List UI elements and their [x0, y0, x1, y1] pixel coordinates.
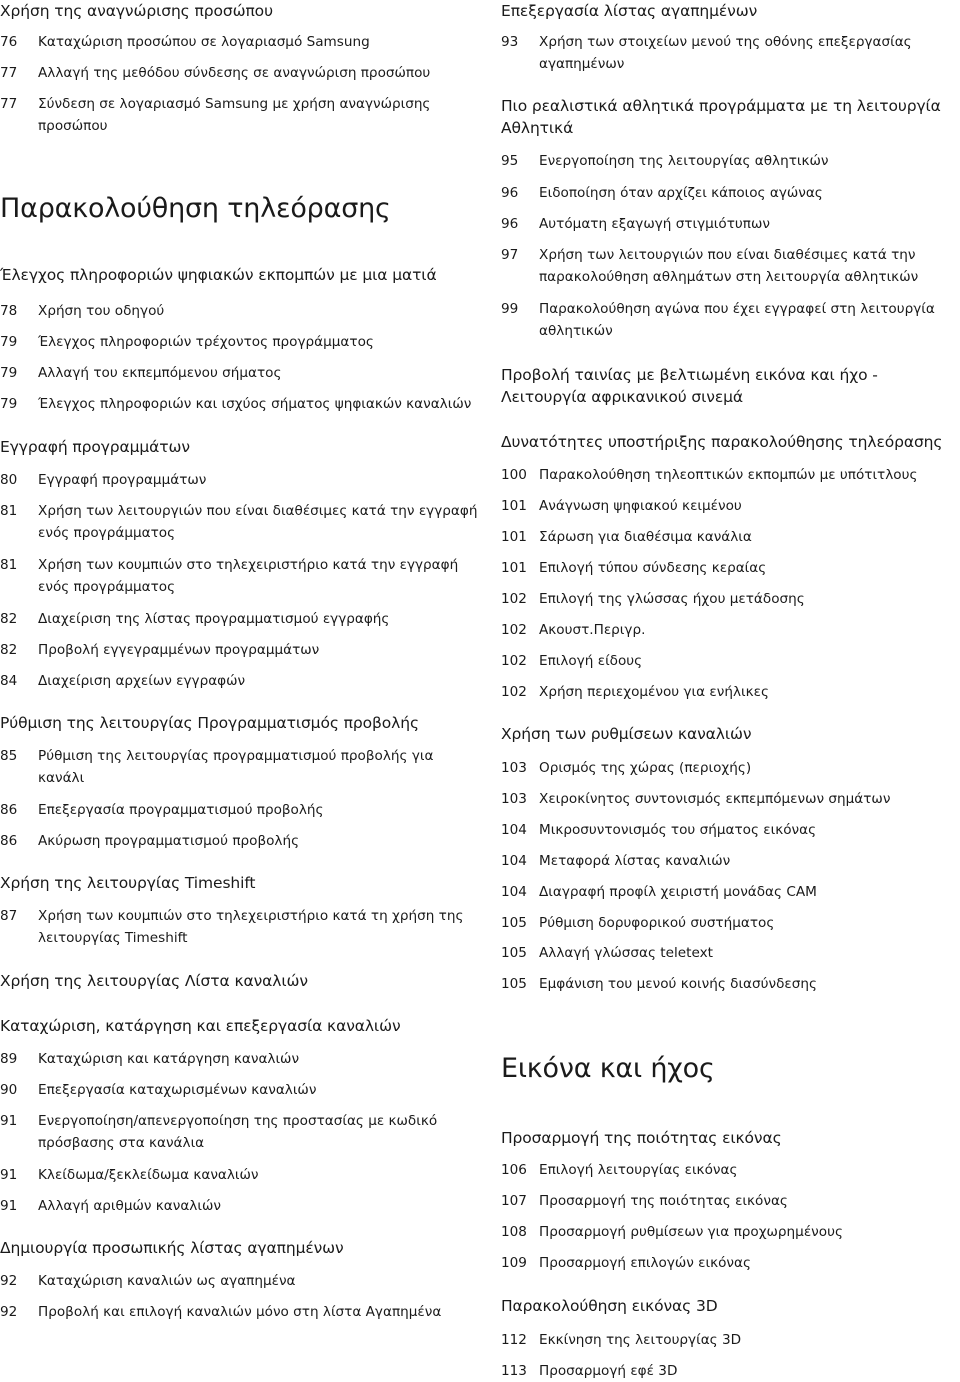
toc-entry [0, 745, 478, 789]
toc-entry-page-number: 86 [0, 802, 18, 818]
toc-entry-title: Προσαρμογή επιλογών εικόνας [539, 1255, 751, 1271]
toc-entry-page-number: 102 [501, 591, 527, 607]
section-heading: Χρήση της λειτουργίας Timeshift [0, 874, 256, 892]
toc-entry-page-number: 108 [501, 1224, 527, 1240]
toc-entry [501, 819, 960, 841]
toc-entry-title: Σάρωση για διαθέσιμα κανάλια [539, 529, 752, 545]
toc-entry [0, 1301, 478, 1323]
toc-entry [0, 500, 478, 544]
toc-entry-title: Επιλογή της γλώσσας ήχου μετάδοσης [539, 591, 805, 607]
toc-entry-title: Προσαρμογή της ποιότητας εικόνας [539, 1193, 788, 1209]
toc-entry [0, 799, 478, 821]
toc-entry-page-number: 92 [0, 1273, 18, 1289]
toc-entry [501, 298, 960, 342]
toc-entry-page-number: 79 [0, 334, 18, 350]
toc-entry-page-number: 97 [501, 247, 519, 263]
toc-entry [501, 681, 960, 703]
section-heading: Ρύθμιση της λειτουργίας Προγραμματισμός προβολής [0, 714, 419, 732]
section-heading: Πιο ρεαλιστικά αθλητικά προγράμματα με τη λειτουργία Αθλητικά [501, 97, 941, 137]
toc-entry-title: Επεξεργασία καταχωρισμένων καναλιών [38, 1082, 317, 1098]
toc-entry [501, 495, 960, 517]
toc-entry-title: Ακουστ.Περιγρ. [539, 622, 646, 638]
toc-entry-page-number: 104 [501, 884, 527, 900]
toc-entry-title: Αυτόματη εξαγωγή στιγμιότυπων [539, 216, 770, 232]
toc-entry-page-number: 103 [501, 760, 527, 776]
toc-entry-title: Εμφάνιση του μενού κοινής διασύνδεσης [539, 976, 817, 992]
toc-entry-page-number: 81 [0, 557, 18, 573]
section-heading: Προσαρμογή της ποιότητας εικόνας [501, 1129, 782, 1147]
toc-entry [0, 31, 478, 53]
toc-entry-title: Ενεργοποίηση της λειτουργίας αθλητικών [539, 153, 829, 169]
toc-entry [501, 1329, 960, 1351]
toc-entry-title: Χρήση των λειτουργιών που είναι διαθέσιμες κατά την εγγραφή ενός προγράμματος [38, 503, 478, 541]
toc-entry [0, 393, 478, 415]
toc-entry-title: Προσαρμογή ρυθμίσεων για προχωρημένους [539, 1224, 843, 1240]
toc-entry-title: Ρύθμιση δορυφορικού συστήματος [539, 915, 775, 931]
toc-entry [501, 973, 960, 995]
toc-entry-page-number: 90 [0, 1082, 18, 1098]
toc-entry-title: Χειροκίνητος συντονισμός εκπεμπόμενων σημάτων [539, 791, 891, 807]
section-heading: Δυνατότητες υποστήριξης παρακολούθησης τηλεόρασης [501, 433, 943, 451]
toc-entry [0, 469, 478, 491]
toc-entry-title: Διαχείριση της λίστας προγραμματισμού εγγραφής [38, 611, 390, 627]
toc-entry [501, 619, 960, 641]
toc-entry-page-number: 104 [501, 853, 527, 869]
toc-entry [501, 1252, 960, 1274]
section-heading: Δημιουργία προσωπικής λίστας αγαπημένων [0, 1239, 344, 1257]
section-heading: Προβολή ταινίας με βελτιωμένη εικόνα και ήχο - Λειτουργία αφρικανικού σινεμά [501, 366, 878, 406]
toc-entry-title: Χρήση των κουμπιών στο τηλεχειριστήριο κατά τη χρήση της λειτουργίας Timeshift [38, 908, 464, 946]
toc-entry [501, 464, 960, 486]
toc-entry-page-number: 99 [501, 301, 519, 317]
toc-entry-title: Καταχώριση προσώπου σε λογαριασμό Samsung [38, 34, 370, 50]
toc-entry-title: Μεταφορά λίστας καναλιών [539, 853, 731, 869]
toc-entry-page-number: 106 [501, 1162, 527, 1178]
toc-entry-page-number: 102 [501, 684, 527, 700]
section-heading: Εγγραφή προγραμμάτων [0, 438, 190, 456]
section-heading: Χρήση της αναγνώρισης προσώπου [0, 2, 273, 20]
toc-entry [501, 31, 960, 75]
toc-entry-page-number: 103 [501, 791, 527, 807]
toc-entry [0, 1110, 478, 1154]
section-heading: Χρήση των ρυθμίσεων καναλιών [501, 725, 752, 743]
toc-entry-page-number: 77 [0, 96, 18, 112]
chapter-heading: Εικόνα και ήχος [501, 1053, 715, 1084]
toc-entry-page-number: 93 [501, 34, 519, 50]
toc-entry-page-number: 79 [0, 365, 18, 381]
toc-entry [501, 850, 960, 872]
toc-entry [501, 588, 960, 610]
section-heading: Έλεγχος πληροφοριών ψηφιακών εκπομπών με μια ματιά [0, 266, 437, 284]
toc-entry-title: Έλεγχος πληροφοριών τρέχοντος προγράμματος [38, 334, 374, 350]
toc-entry [501, 213, 960, 235]
toc-entry-page-number: 91 [0, 1167, 18, 1183]
toc-entry-page-number: 84 [0, 673, 18, 689]
toc-entry-page-number: 102 [501, 622, 527, 638]
toc-entry-page-number: 105 [501, 976, 527, 992]
toc-entry [0, 1048, 478, 1070]
toc-entry-title: Ειδοποίηση όταν αρχίζει κάποιος αγώνας [539, 185, 823, 201]
toc-entry [501, 788, 960, 810]
toc-entry-page-number: 82 [0, 611, 18, 627]
toc-entry-page-number: 92 [0, 1304, 18, 1320]
toc-entry [0, 554, 478, 598]
toc-entry-page-number: 91 [0, 1198, 18, 1214]
toc-entry [0, 670, 478, 692]
toc-entry-page-number: 96 [501, 216, 519, 232]
toc-entry-page-number: 96 [501, 185, 519, 201]
toc-entry-title: Επιλογή λειτουργίας εικόνας [539, 1162, 738, 1178]
toc-entry-page-number: 91 [0, 1113, 18, 1129]
toc-entry-page-number: 89 [0, 1051, 18, 1067]
toc-entry-title: Επιλογή είδους [539, 653, 643, 669]
toc-entry-title: Κλείδωμα/ξεκλείδωμα καναλιών [38, 1167, 259, 1183]
toc-entry-title: Ενεργοποίηση/απενεργοποίηση της προστασίας με κωδικό πρόσβασης στα κανάλια [38, 1113, 438, 1151]
toc-entry-title: Ακύρωση προγραμματισμού προβολής [38, 833, 300, 849]
toc-entry [0, 639, 478, 661]
toc-entry [0, 331, 478, 353]
section-heading: Χρήση της λειτουργίας Λίστα καναλιών [0, 972, 308, 990]
toc-entry-title: Αλλαγή της μεθόδου σύνδεσης σε αναγνώριση προσώπου [38, 65, 431, 81]
toc-entry [501, 1221, 960, 1243]
toc-entry [501, 912, 960, 934]
toc-entry-title: Διαχείριση αρχείων εγγραφών [38, 673, 246, 689]
toc-entry-title: Ανάγνωση ψηφιακού κειμένου [539, 498, 742, 514]
toc-entry-page-number: 78 [0, 303, 18, 319]
section-heading: Καταχώριση, κατάργηση και επεξεργασία καναλιών [0, 1017, 401, 1035]
chapter-heading: Παρακολούθηση τηλεόρασης [0, 193, 391, 224]
toc-entry [0, 362, 478, 384]
toc-entry-title: Επιλογή τύπου σύνδεσης κεραίας [539, 560, 767, 576]
toc-entry-page-number: 86 [0, 833, 18, 849]
toc-entry-title: Προβολή εγγεγραμμένων προγραμμάτων [38, 642, 320, 658]
toc-entry-title: Χρήση των κουμπιών στο τηλεχειριστήριο κατά την εγγραφή ενός προγράμματος [38, 557, 459, 595]
toc-entry-title: Μικροσυντονισμός του σήματος εικόνας [539, 822, 817, 838]
toc-entry-page-number: 112 [501, 1332, 527, 1348]
toc-entry-title: Ρύθμιση της λειτουργίας προγραμματισμού προβολής για κανάλι [38, 748, 434, 786]
toc-entry-title: Χρήση του οδηγού [38, 303, 165, 319]
toc-entry-page-number: 105 [501, 915, 527, 931]
toc-entry-page-number: 95 [501, 153, 519, 169]
toc-entry-page-number: 101 [501, 498, 527, 514]
toc-entry [501, 942, 960, 964]
toc-entry-page-number: 82 [0, 642, 18, 658]
toc-entry-page-number: 107 [501, 1193, 527, 1209]
toc-entry-page-number: 87 [0, 908, 18, 924]
toc-entry-title: Εγγραφή προγραμμάτων [38, 472, 207, 488]
toc-entry-title: Χρήση των στοιχείων μενού της οθόνης επεξεργασίας αγαπημένων [539, 34, 912, 72]
toc-entry [0, 93, 478, 137]
toc-entry [0, 1195, 478, 1217]
toc-entry [0, 905, 478, 949]
toc-entry [501, 1159, 960, 1181]
toc-entry-title: Έλεγχος πληροφοριών και ισχύος σήματος ψηφιακών καναλιών [38, 396, 472, 412]
toc-entry [501, 182, 960, 204]
toc-entry [501, 1360, 960, 1382]
toc-entry [0, 1270, 478, 1292]
toc-entry-title: Παρακολούθηση αγώνα που έχει εγγραφεί στη λειτουργία αθλητικών [539, 301, 935, 339]
toc-entry-title: Αλλαγή του εκπεμπόμενου σήματος [38, 365, 282, 381]
toc-entry-page-number: 101 [501, 529, 527, 545]
toc-entry [0, 300, 478, 322]
toc-entry [0, 608, 478, 630]
toc-entry-title: Καταχώριση καναλιών ως αγαπημένα [38, 1273, 296, 1289]
section-heading: Παρακολούθηση εικόνας 3D [501, 1297, 718, 1315]
toc-entry-page-number: 100 [501, 467, 527, 483]
toc-entry-title: Προβολή και επιλογή καναλιών μόνο στη λίστα Αγαπημένα [38, 1304, 442, 1320]
section-heading: Επεξεργασία λίστας αγαπημένων [501, 2, 758, 20]
toc-entry-title: Αλλαγή αριθμών καναλιών [38, 1198, 221, 1214]
toc-entry-page-number: 85 [0, 748, 18, 764]
toc-entry-title: Επεξεργασία προγραμματισμού προβολής [38, 802, 324, 818]
toc-entry-title: Εκκίνηση της λειτουργίας 3D [539, 1332, 742, 1348]
toc-entry-title: Χρήση περιεχομένου για ενήλικες [539, 684, 769, 700]
toc-entry-title: Σύνδεση σε λογαριασμό Samsung με χρήση αναγνώρισης προσώπου [38, 96, 431, 134]
toc-entry-page-number: 109 [501, 1255, 527, 1271]
toc-entry [501, 757, 960, 779]
toc-entry [501, 650, 960, 672]
toc-entry-title: Ορισμός της χώρας (περιοχής) [539, 760, 752, 776]
toc-entry [501, 557, 960, 579]
toc-entry [501, 1190, 960, 1212]
toc-entry-page-number: 77 [0, 65, 18, 81]
toc-entry-title: Προσαρμογή εφέ 3D [539, 1363, 678, 1379]
toc-entry-page-number: 76 [0, 34, 18, 50]
toc-entry-title: Χρήση των λειτουργιών που είναι διαθέσιμες κατά την παρακολούθηση αθλημάτων στη λειτουργία αθλητικών [539, 247, 919, 285]
toc-entry [0, 1164, 478, 1186]
toc-entry [501, 150, 960, 172]
toc-entry-title: Καταχώριση και κατάργηση καναλιών [38, 1051, 300, 1067]
toc-entry [501, 881, 960, 903]
toc-entry-title: Αλλαγή γλώσσας teletext [539, 945, 713, 961]
toc-entry [0, 1079, 478, 1101]
toc-entry-page-number: 80 [0, 472, 18, 488]
toc-entry-title: Διαγραφή προφίλ χειριστή μονάδας CAM [539, 884, 817, 900]
toc-entry-page-number: 105 [501, 945, 527, 961]
toc-entry [501, 526, 960, 548]
toc-entry [0, 62, 478, 84]
toc-entry [501, 244, 960, 288]
toc-entry-title: Παρακολούθηση τηλεοπτικών εκπομπών με υπότιτλους [539, 467, 918, 483]
toc-entry-page-number: 81 [0, 503, 18, 519]
toc-entry-page-number: 79 [0, 396, 18, 412]
toc-entry-page-number: 101 [501, 560, 527, 576]
toc-entry [0, 830, 478, 852]
toc-entry-page-number: 113 [501, 1363, 527, 1379]
toc-entry-page-number: 102 [501, 653, 527, 669]
toc-entry-page-number: 104 [501, 822, 527, 838]
